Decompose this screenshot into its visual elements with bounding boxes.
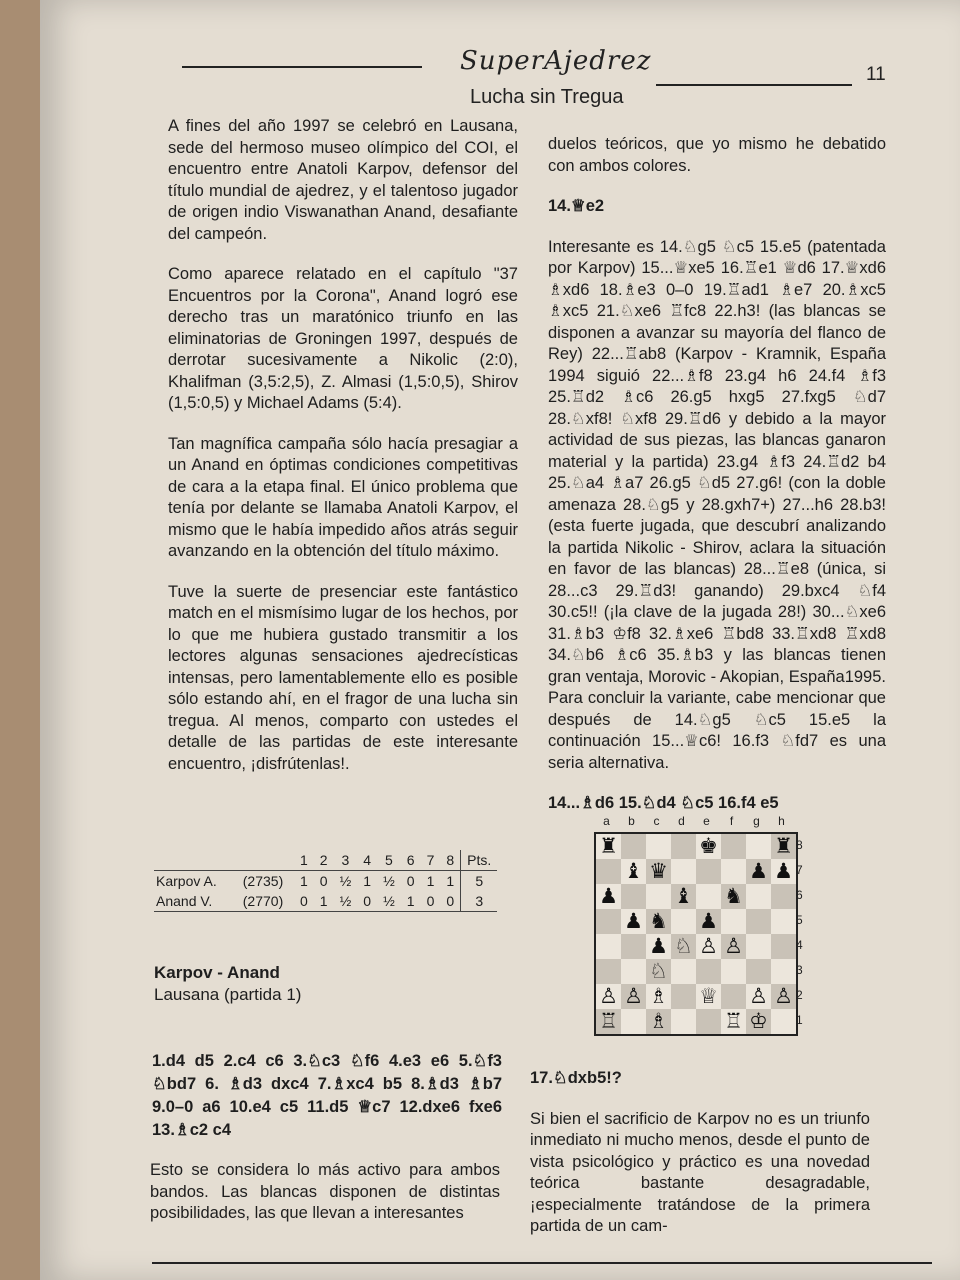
table-header: 7 [426, 852, 435, 868]
board-square [771, 934, 796, 959]
board-square: ♕ [696, 984, 721, 1009]
game-header [154, 962, 506, 1005]
board-square [621, 934, 646, 959]
footer-rule [152, 1262, 932, 1264]
board-square [721, 834, 746, 859]
paragraph: Tuve la suerte de presenciar este fantástico match en el mismísimo lugar de los hechos, por lo que me hubiera gustado transmitir a los lectores algunas sensaciones ajedrecísticas intensas, pero lamentablemente ello es posible sólo estando ahí, en el fragor de una lucha sin tregua. Al menos, comparto con ustedes el detalle de las partidas de este interesante encuentro, ¡disfrútenlas!. [168, 582, 518, 773]
board-square: ♚ [696, 834, 721, 859]
board-square: ♙ [721, 934, 746, 959]
board-square [721, 959, 746, 984]
board-square: ♞ [721, 884, 746, 909]
board-square [746, 884, 771, 909]
board-square [646, 884, 671, 909]
section-title: Lucha sin Tregua [470, 86, 624, 108]
board-square [696, 859, 721, 884]
header-rule-left [182, 66, 422, 68]
board-square [721, 859, 746, 884]
move-heading: 14...♗d6 15.♘d4 ♘c5 16.f4 e5 [548, 794, 779, 812]
board-square: ♟ [696, 909, 721, 934]
board-square [596, 909, 621, 934]
board-square [721, 909, 746, 934]
board-square: ♟ [596, 884, 621, 909]
paragraph: duelos teóricos, que yo mismo he debatido con ambos colores. [548, 135, 886, 175]
board-square [746, 934, 771, 959]
board-square [671, 834, 696, 859]
board-square: ♙ [696, 934, 721, 959]
magazine-title: SuperAjedrez [460, 46, 652, 76]
board-square: ♝ [671, 884, 696, 909]
board-square [671, 959, 696, 984]
board-square [621, 834, 646, 859]
board-square [646, 834, 671, 859]
board-square: ♝ [621, 859, 646, 884]
chess-board [594, 832, 798, 1036]
board-square [771, 884, 796, 909]
table-header: 2 [319, 852, 328, 868]
board-square: ♘ [671, 934, 696, 959]
game-moves: 1.d4 d5 2.c4 c6 3.♘c3 ♘f6 4.e3 e6 5.♘f3 ♘bd7 6. ♗d3 dxc4 7.♗xc4 b5 8.♗d3 ♗b7 9.0–0 a6 10.e4 c5 11.d5 ♕c7 12.dxe6 fxe6 13.♗c2 c4 [152, 1052, 502, 1139]
board-square [771, 959, 796, 984]
table-header: 5 [385, 852, 393, 868]
board-square: ♟ [746, 859, 771, 884]
paragraph: A fines del año 1997 se celebró en Lausana, sede del hermoso museo olímpico del COI, el encuentro entre Anatoli Karpov, defensor del título mundial de ajedrez, y el talentoso jugador de origen indio Viswanathan Anand, desafiante del campeón. [168, 117, 518, 243]
table-header: 3 [341, 852, 350, 868]
board-square [746, 909, 771, 934]
left-column [168, 116, 518, 794]
board-square: ♙ [746, 984, 771, 1009]
paragraph: Si bien el sacrificio de Karpov no es un triunfo inmediato ni mucho menos, desde el punto de vista psicológico y práctico es una novedad teórica bastante desagradable, ¡especialmente tratándose de la primera partida de un cam- [530, 1109, 870, 1235]
board-square [696, 959, 721, 984]
game-title: Karpov - Anand [154, 963, 280, 982]
board-square [696, 1009, 721, 1034]
board-square [746, 834, 771, 859]
right-column-top [548, 134, 886, 834]
board-square: ♟ [646, 934, 671, 959]
paragraph: Esto se considera lo más activo para ambos bandos. Las blancas disponen de distintas posibilidades, las que llevan a interesantes [150, 1161, 500, 1222]
board-square: ♟ [771, 859, 796, 884]
board-square [771, 909, 796, 934]
game-place: Lausana (partida 1) [154, 984, 302, 1004]
board-square [671, 909, 696, 934]
board-square [621, 1009, 646, 1034]
board-square [696, 884, 721, 909]
board-square: ♘ [646, 959, 671, 984]
board-square [671, 984, 696, 1009]
table-row: Karpov A. (2735) 1 0 ½ 1 ½ 0 1 1 5 [154, 871, 497, 892]
board-square: ♙ [621, 984, 646, 1009]
table-row: Anand V. (2770) 0 1 ½ 0 ½ 1 0 0 3 [154, 891, 497, 912]
board-square [596, 959, 621, 984]
board-square: ♔ [746, 1009, 771, 1034]
page-number: 11 [866, 64, 886, 85]
match-score-table [154, 850, 497, 912]
board-square: ♖ [721, 1009, 746, 1034]
move-heading: 14.♕e2 [548, 197, 605, 215]
table-header: Pts. [461, 850, 498, 871]
analysis-paragraph: Interesante es 14.♘g5 ♘c5 15.e5 (patentada por Karpov) 15...♕xe5 16.♖e1 ♕d6 17.♕xd6 ♗xd6 18.♗e3 0–0 19.♖ad1 ♗e7 20.♗xc5 ♗xc5 21.♘xe6 ♖fc8 22.h3! (las blancas se disponen a avanzar su mayoría del flanco de Rey) 22...♖ab8 (Karpov - Kramnik, España 1994 siguió 22...♗f8 23.g4 h6 24.f4 ♗f3 25.♖d2 ♗c6 26.g5 hxg5 27.fxg5 ♘d7 28.♘xf8! ♘xf8 29.♖d6 y debido a la mayor actividad de sus piezas, las blancas ganaron material y la partida) 23.g4 ♗f3 24.♖d2 b4 25.♘a4 ♗a7 26.g5 ♘d5 27.g6! (con la doble amenaza 28.♘g5 y 28.gxh7+) 27...h6 28.b3! (esta fuerte jugada, que descubrí analizando la partida Nikolic - Shirov, aclara la situación en favor de las blancas) 28...♖e8 (única, si 28...c3 29.♖d3! ganando) 29.bxc4 ♘f4 30.c5!! (¡la clave de la jugada 28!) 30...♘xe6 31.♗b3 ♔f8 32.♗xe6 ♖bd8 33.♖xd8 ♖xd8 34.♘b6 ♗c6 35.♗b3 y las blancas tienen gran ventaja, Morovic - Akopian, España1995. Para concluir la variante, cabe mencionar que después de 14.♘g5 ♘c5 15.e5 la continuación 15...♕c6! 16.f3 ♘fd7 es una seria alternativa. [548, 237, 886, 772]
header-rule-right [656, 84, 852, 86]
board-square [596, 934, 621, 959]
paragraph: Tan magnífica campaña sólo hacía presagiar a un Anand en óptimas condiciones competitivas de cara a la etapa final. El único problema que tenía por delante se llamaba Anatoli Karpov, el mismo que le había impedido años atrás seguir avanzando en la obtención del título máximo. [168, 434, 518, 560]
board-square: ♞ [646, 909, 671, 934]
board-square: ♗ [646, 1009, 671, 1034]
board-square: ♛ [646, 859, 671, 884]
board-square [671, 1009, 696, 1034]
board-square: ♜ [596, 834, 621, 859]
move-heading: 17.♘dxb5!? [530, 1069, 622, 1087]
book-page: SuperAjedrez 11 Lucha sin Tregua A fines del año 1997 se celebró en Lausana, sede del hermoso museo olímpico del COI, el encuentro entre Anatoli Karpov, defensor del título mundial de ajedrez, y el talentoso jugador de origen indio Viswanathan Anand, desafiante del campeón. Como aparece relatado en el capítulo "37 Encuentros por la Corona", Anand logró ese derecho tras un maratónico triunfo en las eliminatorias de Groningen 1997, después de derrotar sucesivamente a Nikolic (2:0), Khalifman (3,5:2,5), Z. Almasi (1,5:0,5), Shirov (1,5:0,5) y Michael Adams (5:4). Tan magnífica campaña sólo hacía presagiar a un Anand en óptimas condiciones competitivas de cara a la etapa final. El único problema que tenía por delante se llamaba Anatoli Karpov, el mismo que le había impedido años atrás seguir avanzando en la obtención del título máximo. Tuve la suerte de presenciar este fantástico match en el mismísimo lugar de los hechos, por lo que me hubiera gustado transmitir a los lectores algunas sensaciones ajedrecísticas intensas, pero lamentablemente ello es posible sólo estando ahí, en el fragor de una lucha sin tregua. Al menos, comparto con ustedes el detalle de las partidas de este interesante encuentro, ¡disfrútenlas!. 1 2 3 4 5 6 7 8 Pts. Karpov A. (2735) 1 0 ½ 1 ½ 0 1 1 5 Anand V. (2770) 0 1 ½ 0 ½ 1 0 0 3 Karpov - Anand Lausana (partida 1) 1.d4 d5 2.c4 c6 3.♘c3 ♘f6 4.e3 e6 5.♘f3 ♘bd7 6. ♗d3 dxc4 7.♗xc4 b5 8.♗d3 ♗b7 9.0–0 a6 10.e4 c5 11.d5 ♕c7 12.dxe6 fxe6 13.♗c2 c4 Esto se considera lo más activo para ambos bandos. Las blancas disponen de distintas posibilidades, las que llevan a interesantes duelos teóricos, que yo mismo he debatido con ambos colores. 14.♕e2 Interesante es 14.♘g5 ♘c5 15.e5 (patentada por Karpov) 15...♕xe5 16.♖e1 ♕d6 17.♕xd6 ♗xd6 18.♗e3 0–0 19.♖ad1 ♗e7 20.♗xc5 ♗xc5 21.♘xe6 ♖fc8 22.h3! (las blancas se disponen a avanzar su mayoría del flanco de Rey) 22...♖ab8 (Karpov - Kramnik, España 1994 siguió 22...♗f8 23.g4 h6 24.f4 ♗f3 25.♖d2 ♗c6 26.g5 hxg5 27.fxg5 ♘d7 28.♘xf8! ♘xf8 29.♖d6 y debido a la mayor actividad de sus piezas, las blancas ganaron material y la partida) 23.g4 ♗f3 24.♖d2 b4 25.♘a4 ♗a7 26.g5 ♘d5 27.g6! (con la doble amenaza 28.♘g5 y 28.gxh7+) 27...h6 28.b3! (esta fuerte jugada, que descubrí analizando la partida Nikolic - Shirov, aclara la situación en favor de las blancas) 28...♖e8 (única, si 28...c3 29.♖d3! ganando) 29.bxc4 ♘f4 30.c5!! (¡la clave de la jugada 28!) 30...♘xe6 31.♗b3 ♔f8 32.♗xe6 ♖bd8 33.♖xd8 ♖xd8 34.♘b6 ♗c6 35.♗b3 y las blancas tienen gran ventaja, Morovic - Akopian, España1995. Para concluir la variante, cabe mencionar que después de 14.♘g5 ♘c5 15.e5 la continuación 15...♕c6! 16.f3 ♘fd7 es una seria alternativa. 14...♗d6 15.♘d4 ♘c5 16.f4 e5 a b c d e f g h 8 7 6 5 4 3 2 1 ♜ ♚ ♜ ♝ ♛ ♟ ♟ ♟ ♝ ♞ ♟ ♞ ♟ ♟ ♘ ♙ ♙ ♘ ♙ ♙ ♗ ♕ ♙ ♙ ♖ ♗ ♖ ♔ 17.♘dxb5!? Si bien el sacrificio de Karpov no es un triunfo inmediato ni mucho menos, desde el punto de vista psicológico y práctico es una novedad teórica bastante desagradable, ¡especialmente tratándose de la primera partida de un cam- [40, 0, 960, 1280]
board-square [771, 1009, 796, 1034]
table-header: 4 [363, 852, 372, 868]
board-square: ♗ [646, 984, 671, 1009]
file-labels: a b c d e f g h [603, 814, 785, 828]
table-header: 1 [300, 852, 308, 868]
board-square [721, 984, 746, 1009]
board-square [746, 959, 771, 984]
board-square: ♜ [771, 834, 796, 859]
board-square [596, 859, 621, 884]
board-square: ♖ [596, 1009, 621, 1034]
board-square [621, 959, 646, 984]
board-square: ♙ [771, 984, 796, 1009]
board-square [621, 884, 646, 909]
board-square: ♟ [621, 909, 646, 934]
board-square: ♙ [596, 984, 621, 1009]
paragraph: Como aparece relatado en el capítulo "37 Encuentros por la Corona", Anand logró ese derecho tras un maratónico triunfo en las eliminatorias de Groningen 1997, después de derrotar sucesivamente a Nikolic (2:0), Khalifman (3,5:2,5), Z. Almasi (1,5:0,5), Shirov (1,5:0,5) y Michael Adams (5:4). [168, 265, 518, 412]
board-square [671, 859, 696, 884]
right-column-bottom [530, 1068, 870, 1257]
table-header: 8 [446, 852, 455, 868]
table-header: 6 [406, 852, 415, 868]
